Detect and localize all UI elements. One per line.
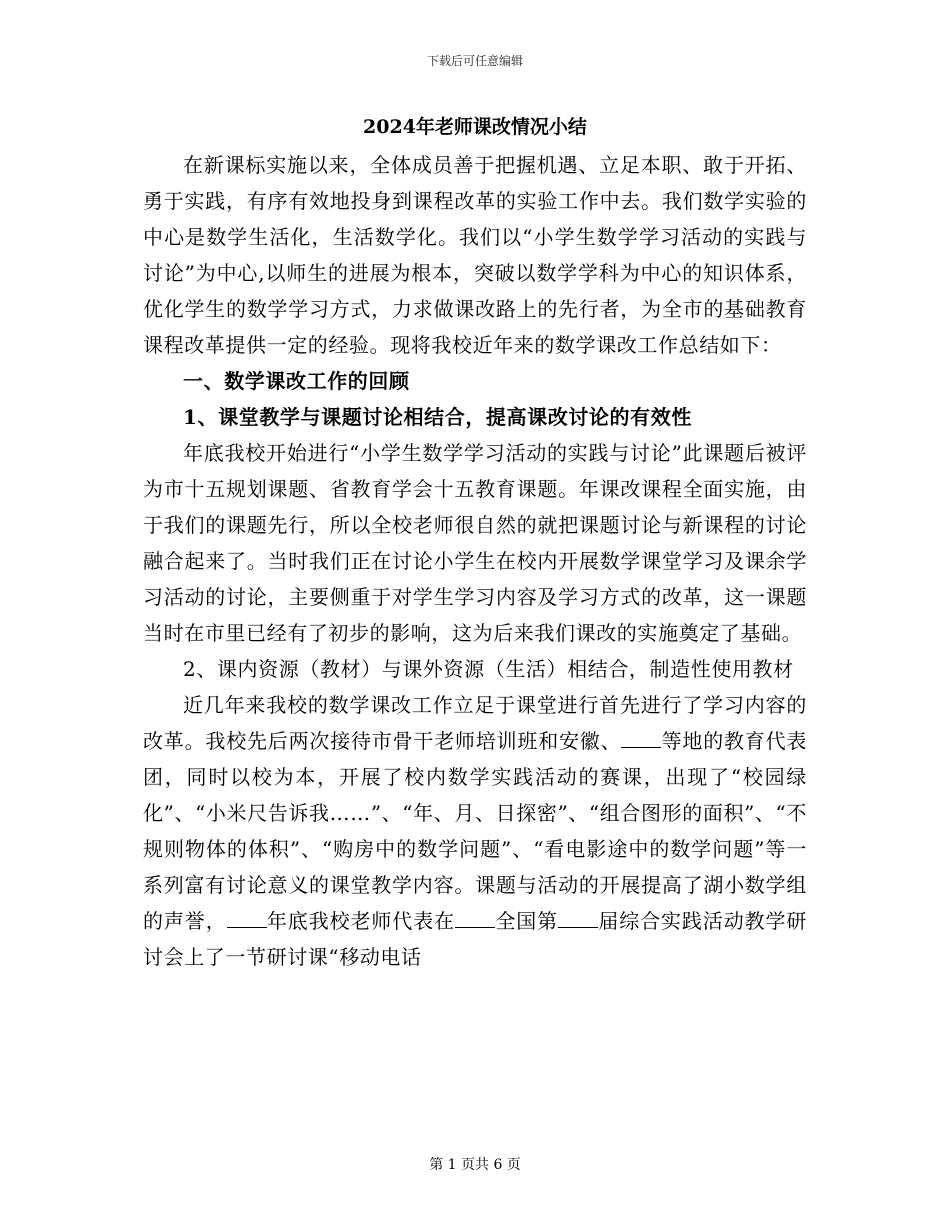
section-heading-review: 一、数学课改工作的回顾 [183,369,410,393]
paragraph-text-part-1: 近几年来我校的数学课改工作立足于课堂进行首先进行了学习内容的改革。我校先后两次接待市骨干老师培训班和安徽、 [143,693,807,753]
page-number-footer: 第 1 页共 6 页 [429,1157,521,1173]
subsection-heading-1: 1、课堂教学与课题讨论相结合，提高课改讨论的有效性 [183,405,692,429]
document-body [143,147,807,975]
blank-line [227,909,267,928]
paragraph-text-part-3: 年底我校老师代表在 [266,909,456,933]
blank-line [455,909,495,928]
blank-line [558,909,598,928]
document-title: 2024年老师课改情况小结 [363,116,587,138]
paragraph-text-part-5: 届综合实践活动教学研讨会上了一节研讨课“移动电话 [143,909,808,969]
paragraph-text-part-4: 全国第 [495,909,559,933]
subsection-heading-2: 2、课内资源（教材）与课外资源（生活）相结合，制造性使用教材 [183,657,794,681]
paragraph-text-part-2: 等地的教育代表团，同时以校为本，开展了校内数学实践活动的赛课，出现了“校园绿化”、“小米尺告诉我……”、“年、月、日探密”、“组合图形的面积”、“不规则物体的体积”、“购房中的数学问题”、“看电影途中的数学问题”等一系列富有讨论意义的课堂教学内容。课题与活动的开展提高了湖小数学组的声誉， [143,729,807,933]
page-header-note: 下载后可任意编辑 [426,54,523,68]
intro-paragraph: 在新课标实施以来，全体成员善于把握机遇、立足本职、敢于开拓、勇于实践，有序有效地投身到课程改革的实验工作中去。我们数学实验的中心是数学生活化，生活数学化。我们以“小学生数学学习活动的实践与讨论”为中心,以师生的进展为根本，突破以数学学科为中心的知识体系，优化学生的数学学习方式，力求做课改路上的先行者，为全市的基础教育课程改革提供一定的经验。现将我校近年来的数学课改工作总结如下： [143,153,807,357]
paragraph-research-topic: 年底我校开始进行“小学生数学学习活动的实践与讨论”此课题后被评为市十五规划课题、省教育学会十五教育课题。年课改课程全面实施，由于我们的课题先行，所以全校老师很自然的就把课题讨论与新课程的讨论融合起来了。当时我们正在讨论小学生在校内开展数学课堂学习及课余学习活动的讨论，主要侧重于对学生学习内容及学习方式的改革，这一课题当时在市里已经有了初步的影响，这为后来我们课改的实施奠定了基础。 [143,441,807,645]
blank-line [621,729,661,748]
paragraph-content-reform [143,687,807,975]
